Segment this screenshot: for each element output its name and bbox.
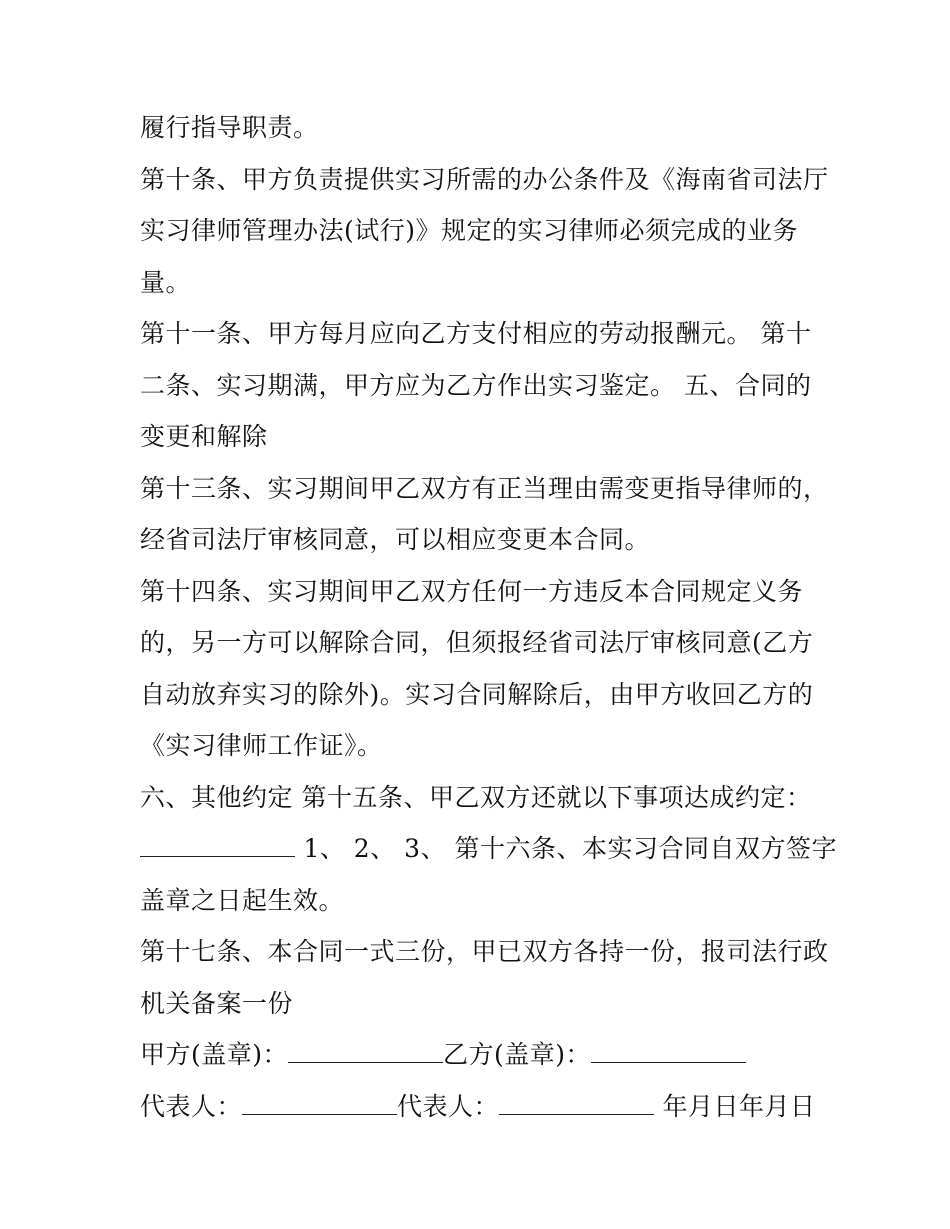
text-line: 《实习律师工作证》。 (140, 731, 383, 760)
text-line: 履行指导职责。 (140, 113, 319, 142)
party-b-representative-label: 代表人： (397, 1092, 500, 1121)
text-line: 自动放弃实习的除外)。实习合同解除后，由甲方收回乙方的 (140, 680, 814, 709)
text-line: 机关备案一份 (140, 989, 294, 1018)
text-line: 盖章之日起生效。 (140, 886, 345, 915)
blank-field (288, 1038, 443, 1063)
party-b-seal-label: 乙方(盖章)： (443, 1040, 592, 1069)
text-line: 六、其他约定 第十五条、甲乙双方还就以下事项达成约定： (140, 783, 812, 812)
blank-field (499, 1090, 654, 1115)
text-line: 的，另一方可以解除合同，但须报经省司法厅审核同意(乙方 (140, 628, 814, 657)
text-line: 变更和解除 (140, 422, 268, 451)
text-line: 1、 2、 3、 第十六条、本实习合同自双方签字 (303, 834, 838, 863)
party-a-representative-label: 代表人： (140, 1092, 243, 1121)
text-line: 实习律师管理办法(试行)》规定的实习律师必须完成的业务 (140, 216, 799, 245)
text-line: 第十七条、本合同一式三份，甲已双方各持一份，报司法行政 (140, 937, 829, 966)
party-a-seal-label: 甲方(盖章)： (140, 1040, 289, 1069)
text-line: 二条、实习期满，甲方应为乙方作出实习鉴定。 五、合同的 (140, 371, 812, 400)
signature-line-party (140, 1038, 746, 1072)
signature-line-representative (140, 1090, 816, 1124)
blank-field (591, 1038, 746, 1063)
date-label: 年月日年月日 (662, 1092, 816, 1121)
text-line: 第十三条、实习期间甲乙双方有正当理由需变更指导律师的， (140, 474, 829, 503)
fill-line (140, 832, 837, 866)
text-line: 经省司法厅审核同意，可以相应变更本合同。 (140, 525, 651, 554)
text-line: 量。 (140, 268, 192, 297)
blank-field (140, 832, 295, 857)
text-line: 第十四条、实习期间甲乙双方任何一方违反本合同规定义务 (140, 577, 804, 606)
blank-field (242, 1090, 397, 1115)
text-line: 第十一条、甲方每月应向乙方支付相应的劳动报酬元。 第十 (140, 319, 812, 348)
text-line: 第十条、甲方负责提供实习所需的办公条件及《海南省司法厅 (140, 165, 829, 194)
